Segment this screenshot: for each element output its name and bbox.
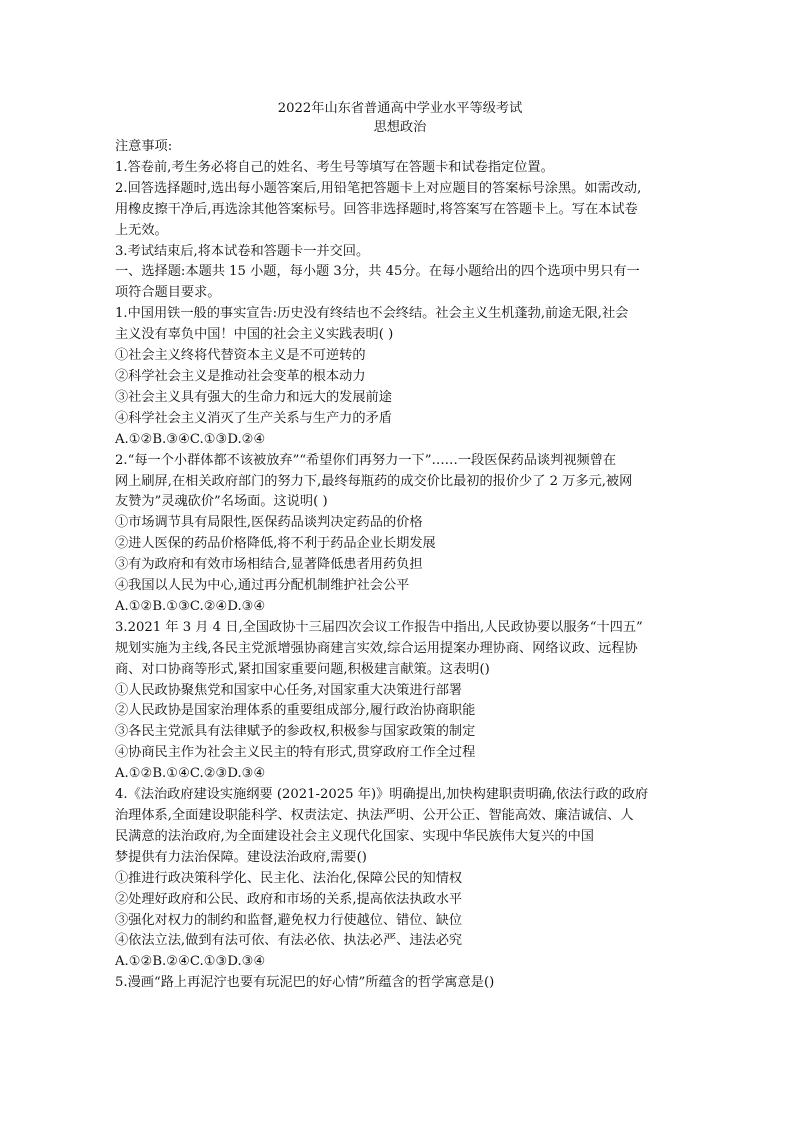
question-3 <box>115 618 685 785</box>
question-option: ④科学社会主义消灭了生产关系与生产力的矛盾 <box>115 410 392 426</box>
question-option: ①人民政协聚焦党和国家中心任务,对国家重大决策进行部署 <box>115 682 463 698</box>
question-4 <box>115 785 685 973</box>
question-stem: 民满意的法治政府,为全面建设社会主义现代化国家、实现中华民族伟大复兴的中国 <box>115 828 594 844</box>
answer-choices: A.①②B.③④C.①③D.②④ <box>115 431 266 447</box>
answer-choices: A.①②B.①④C.②③D.③④ <box>115 766 266 782</box>
question-stem: 商、对口协商等形式,紧扣国家重要问题,积极建言献策。这表明() <box>115 661 490 677</box>
question-option: ②处理好政府和公民、政府和市场的关系,提高依法执政水平 <box>115 891 463 907</box>
question-option: ②人民政协是国家治理体系的重要组成部分,履行政治协商职能 <box>115 703 476 719</box>
notice-line: 2.回答选择题时,选出每小题答案后,用铅笔把答题卡上对应题目的答案标号涂黑。如需改动, <box>115 180 642 196</box>
question-stem: 5.漫画“路上再泥泞也要有玩泥巴的好心情”所蕴含的哲学寓意是() <box>115 975 495 991</box>
question-stem: 2.“每一个小群体都不该被放弃”“希望你们再努力一下”……一段医保药品谈判视频曾在 <box>115 452 617 468</box>
question-1 <box>115 304 685 450</box>
question-option: ①市场调节具有局限性,医保药品谈判决定药品的价格 <box>115 515 423 531</box>
question-stem: 4.《法治政府建设实施纲要 (2021-2025 年)》明确提出,加快构建职责明确,依法行政的政府 <box>115 787 649 803</box>
notice-line: 3.考试结束后,将本试卷和答题卡一并交回。 <box>115 243 370 259</box>
question-stem: 治理体系,全面建设职能科学、权责法定、执法严明、公开公正、智能高效、廉洁诚信、人 <box>115 808 634 823</box>
exam-title: 2022年山东省普通高中学业水平等级考试 <box>277 101 523 116</box>
question-option: ④协商民主作为社会主义民主的特有形式,贯穿政府工作全过程 <box>115 745 476 761</box>
question-option: ③强化对权力的制约和监督,避免权力行使越位、错位、缺位 <box>115 912 463 928</box>
question-stem: 3.2021 年 3 月 4 日,全国政协十三届四次会议工作报告中指出,人民政协要以服务“十四五” <box>115 619 643 635</box>
notice-line: 用橡皮擦干净后,再选涂其他答案标号。回答非选择题时,将答案写在答题卡上。写在本试卷 <box>115 201 638 217</box>
question-option: ②科学社会主义是推动社会变革的根本动力 <box>115 368 366 384</box>
notice-line: 1.答卷前,考生务必将自己的姓名、考生号等填写在答题卡和试卷指定位置。 <box>115 159 554 175</box>
question-option: ①推进行政决策科学化、民主化、法治化,保障公民的知情权 <box>115 870 463 886</box>
question-option: ①社会主义终将代替资本主义是不可逆转的 <box>115 348 366 364</box>
answer-choices: A.①②B.②④C.①③D.③④ <box>115 954 266 970</box>
question-stem: 梦提供有力法治保障。建设法治政府,需要() <box>115 849 367 865</box>
section-heading: 一、选择题:本题共 15 小题，每小题 3分，共 45分。在每小题给出的四个选项中男只有一 <box>115 264 640 280</box>
question-stem: 网上刷屏,在相关政府部门的努力下,最终每瓶药的成交价比最初的报价少了 2 万多元,被网 <box>115 473 633 489</box>
question-option: ④依法立法,做到有法可依、有法必依、执法必严、违法必究 <box>115 933 463 949</box>
notice-heading: 注意事项: <box>115 139 173 154</box>
question-2 <box>115 451 685 618</box>
question-5 <box>115 973 685 994</box>
question-option: ③各民主党派具有法律赋予的参政权,积极参与国家政策的制定 <box>115 724 476 740</box>
section-heading: 项符合题目要求。 <box>115 285 221 301</box>
question-option: ④我国以人民为中心,通过再分配机制维护社会公平 <box>115 578 410 594</box>
exam-page <box>115 99 685 994</box>
question-stem: 主义没有辜负中国！中国的社会主义实践表明( ) <box>115 327 394 343</box>
question-option: ③社会主义具有强大的生命力和远大的发展前途 <box>115 389 392 405</box>
notice-line: 上无效。 <box>115 222 168 238</box>
question-stem: 友赞为”灵魂砍价”名场面。这说明( ) <box>115 494 328 510</box>
answer-choices: A.①②B.①③C.②④D.③④ <box>115 598 266 614</box>
question-stem: 1.中国用铁一般的事实宣告:历史没有终结也不会终结。社会主义生机蓬勃,前途无限,社会 <box>115 306 629 322</box>
exam-subject: 思想政治 <box>373 120 427 135</box>
question-stem: 规划实施为主线,各民主党派增强协商建言实效,综合运用提案办理协商、网络议政、远程协 <box>115 640 638 656</box>
question-option: ③有为政府和有效市场相结合,显著降低患者用药负担 <box>115 557 423 573</box>
question-option: ②进人医保的药品价格降低,将不利于药品企业长期发展 <box>115 536 436 552</box>
